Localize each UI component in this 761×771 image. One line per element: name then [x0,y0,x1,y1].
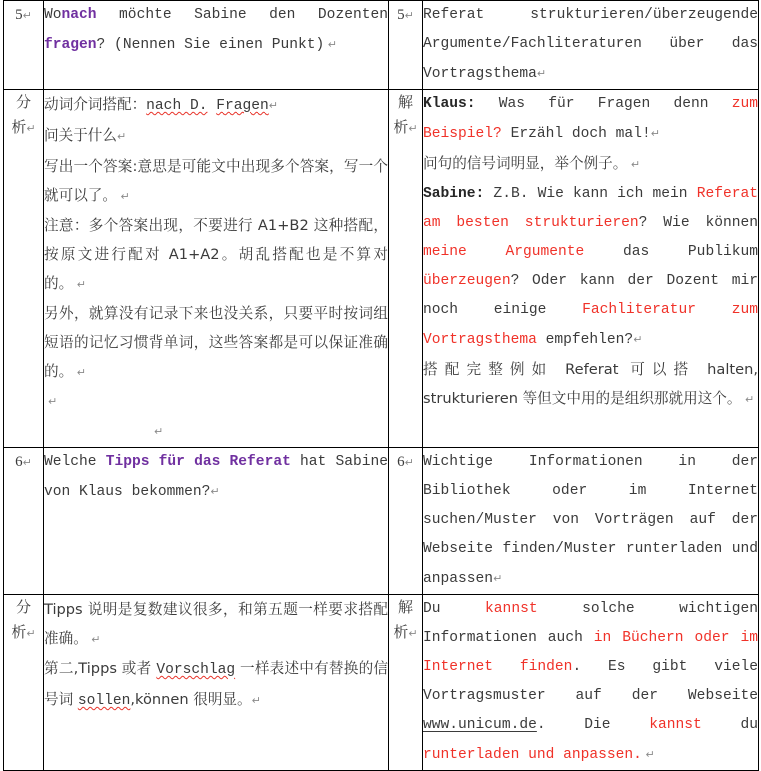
ade5-l1-s2: zum Beispiel? [423,96,758,142]
pilcrow-icon: ↵ [404,9,414,22]
q6-seg-0: Welche [44,454,106,470]
ade5-l3-s7: ? Oder kann der Dozent mir noch einige [423,273,758,318]
acn5-l2: 问关于什么 [44,127,117,144]
analysis-label-char-1: 分 [15,93,31,111]
acn5-l1-s3: Fragen [216,98,269,114]
analysis-cn-cell-6 [44,595,389,771]
question-number-left-6 [4,448,44,595]
ade6-s6: . Die [536,717,650,733]
analysis-label-left-6 [4,595,44,771]
ade5-l3-s3: ? Wie können [638,215,758,231]
pilcrow-icon: ↵ [251,694,261,707]
pilcrow-icon: ↵ [22,9,32,22]
answer-key-table [3,0,759,771]
table-row-question-5 [4,1,759,90]
analysis-cn-5-line-2 [44,121,388,152]
pilcrow-icon: ↵ [87,633,101,646]
acn6-l2-s1: Vorschlag [156,662,236,678]
analysis-label-char-2-text: 析 [11,623,27,641]
pilcrow-icon: ↵ [408,122,418,135]
acn5-l1-s2 [207,98,216,114]
question-paragraph-5 [44,1,388,60]
question-text-cell-5 [44,1,389,90]
pilcrow-icon: ↵ [536,67,547,80]
pilcrow-icon: ↵ [268,99,279,112]
solution-label-char-2 [389,620,422,646]
analysis-de-5-line-1 [423,90,758,149]
ade5-l3-s9: empfehlen? [536,332,634,348]
a6-seg-0: Wichtige Informationen in der Bibliothek oder im Internet suchen/Muster von Vorträgen auf der Webseite finden/Muster runterladen und anpassen [423,454,758,587]
analysis-label-char-1: 分 [15,598,31,616]
analysis-cn-5-line-5 [44,299,388,387]
pilcrow-icon: ↵ [404,456,414,469]
pilcrow-icon: ↵ [73,366,86,379]
analysis-label-char-2 [4,620,43,646]
acn5-l3: 写出一个答案:意思是可能文中出现多个答案，写一个就可以了。 [44,158,388,204]
table-row-analysis-6 [4,595,759,771]
ade5-l3-s5: das Publikum [584,244,758,260]
analysis-de-5-line-4 [423,355,758,414]
pilcrow-icon: ↵ [116,190,130,203]
analysis-label-right-6 [389,595,423,771]
analysis-label-right-5 [389,90,423,448]
solution-label-char-1: 解 [397,598,413,616]
ade5-l1-s1: Was für Fragen denn [475,96,732,112]
solution-label-char-1: 解 [397,93,413,111]
analysis-label-left-5 [4,90,44,448]
question-number-left-5 [4,1,44,90]
q5-seg-3: fragen [44,37,97,53]
answer-number-right-6 [389,448,423,595]
analysis-cn-cell-5 [44,90,389,448]
pilcrow-icon: ↵ [324,38,337,51]
analysis-de-6-line-1 [423,595,758,770]
pilcrow-icon: ↵ [741,393,755,406]
pilcrow-icon: ↵ [48,395,58,408]
ade6-s0: Du [423,601,486,617]
analysis-de-cell-6 [423,595,759,771]
acn6-l1: Tipps 说明是复数建议很多，和第五题一样要求搭配准确。 [44,601,388,647]
pilcrow-icon: ↵ [210,485,220,498]
analysis-cn-6-line-2 [44,654,388,716]
pilcrow-icon: ↵ [26,122,36,135]
solution-label-char-2-text: 析 [393,118,409,136]
analysis-cn-6-line-1 [44,595,388,654]
analysis-cn-5-line-3 [44,152,388,211]
a5-seg-0: Referat strukturieren/überzeugende Argumente/Fachliteraturen über das Vortragsthema [423,7,758,82]
ade5-l1-s3: Erzähl doch mal! [501,126,651,142]
q5-seg-4: ? (Nennen Sie einen Punkt) [96,37,325,53]
ade5-l2: 问句的信号词明显，举个例子。 [423,155,628,172]
analysis-label-char-2-text: 析 [11,118,27,136]
solution-label-char-2-text: 析 [393,623,409,641]
answer-paragraph-5 [423,1,758,89]
question-paragraph-6 [44,448,388,507]
pilcrow-icon: ↵ [26,627,36,640]
q6-seg-1: Tipps für das Referat [105,454,291,470]
answer-number-right-5 [389,1,423,90]
acn5-l1-s1: nach D. [146,98,208,114]
pilcrow-icon: ↵ [73,278,86,291]
question-text-cell-6 [44,448,389,595]
pilcrow-icon: ↵ [408,627,418,640]
question-number-6-value: 6 [15,454,23,470]
analysis-cn-5-blank-2 [44,417,388,447]
acn6-l2-s3: sollen [77,693,131,709]
ade6-s4: . Es gibt viele Vortragsmuster auf der Webseite [423,659,758,704]
answer-text-cell-6 [423,448,759,595]
ade6-s7: kannst [649,717,702,733]
acn6-l2-s0: 第二,Tipps 或者 [44,660,157,677]
table-row-question-6 [4,448,759,595]
acn5-l4: 注意：多个答案出现，不要进行 A1+B2 这种搭配，按原文进行配对 A1+A2。胡乱搭配也是不算对的。 [44,217,388,292]
acn6-l2-s2: 一样表述中有替换的信号词 [44,660,388,708]
answer-paragraph-6 [423,448,758,594]
ade6-s2: solche wichtigen Informationen auch [423,601,758,646]
pilcrow-icon: ↵ [641,748,655,761]
q5-seg-1: nach [61,7,97,23]
answer-number-6-value: 6 [397,454,405,470]
acn6-l2-s4: ,können 很明显。 [130,691,252,708]
pilcrow-icon: ↵ [633,333,643,346]
analysis-label-char-2 [4,115,43,141]
answer-text-cell-5 [423,1,759,90]
answer-number-5-value: 5 [397,7,405,23]
ade5-l3-s6: überzeugen [423,273,511,289]
ade6-s8: du [701,717,758,733]
ade5-l4: 搭配完整例如 Referat 可以搭 halten, strukturieren 等但文中用的是组织那就用这个。 [423,361,758,407]
ade6-s9: runterladen und anpassen. [423,747,642,763]
q5-seg-2: möchte Sabine den Dozenten [96,7,388,23]
q6-seg-2: hat Sabine von Klaus bekommen? [44,454,388,500]
table-row-analysis-5 [4,90,759,448]
ade6-s1: kannst [485,601,538,617]
pilcrow-icon: ↵ [493,572,503,585]
analysis-cn-5-line-1 [44,90,388,121]
pilcrow-icon: ↵ [154,425,164,438]
ade5-l3-s1: Z.B. Wie kann ich mein [484,186,697,202]
ade5-l3-s2: Referat am besten strukturieren [423,186,758,231]
acn5-l5: 另外，就算没有记录下来也没关系，只要平时按词组短语的记忆习惯背单词，这些答案都是可以保证准确的。 [44,305,388,380]
ade5-l3-s4: meine Argumente [423,244,585,260]
website-url[interactable]: www.unicum.de [423,717,537,733]
pilcrow-icon: ↵ [116,130,127,143]
analysis-cn-5-blank-1 [44,387,388,417]
analysis-de-5-line-3 [423,180,758,355]
analysis-cn-5-line-4 [44,211,388,299]
analysis-de-cell-5 [423,90,759,448]
ade5-l3-s8: Fachliteratur zum Vortragsthema [423,302,758,348]
solution-label-char-2 [389,115,422,141]
pilcrow-icon: ↵ [627,158,641,171]
pilcrow-icon: ↵ [650,127,660,140]
ade6-s3: in Büchern oder im Internet finden [423,630,758,675]
pilcrow-icon: ↵ [22,456,32,469]
question-number-5-value: 5 [15,7,23,23]
ade5-l3-s0: Sabine: [423,186,485,202]
ade5-l1-s0: Klaus: [423,96,476,112]
analysis-de-5-line-2 [423,149,758,180]
q5-seg-0: Wo [44,7,62,23]
acn5-l1-s0: 动词介词搭配： [44,96,147,113]
